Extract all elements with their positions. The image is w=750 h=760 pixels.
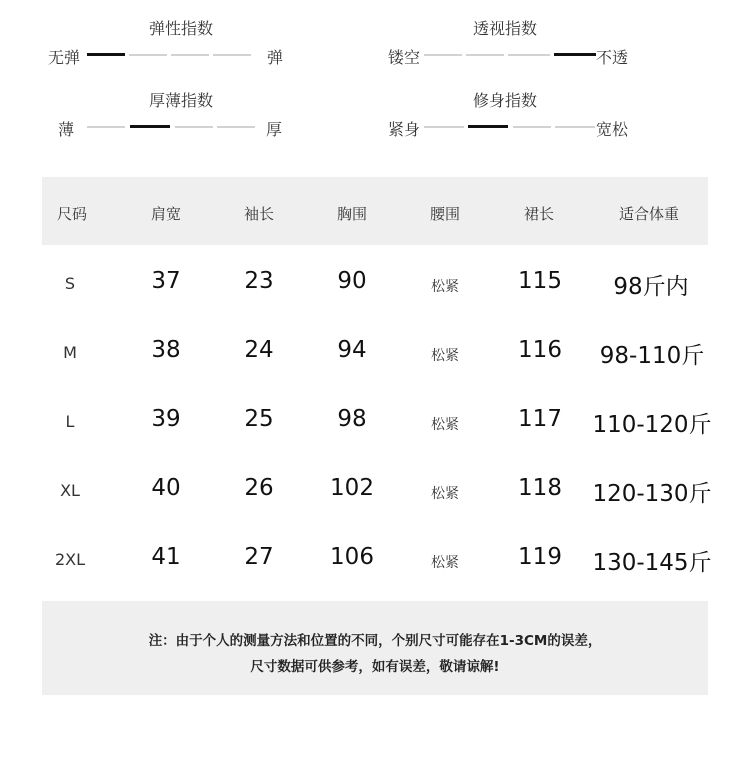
thickness-segment-1 [87,126,125,128]
table-row [0,264,750,304]
size-cell: L [65,412,75,431]
shoulder-cell: 37 [151,268,181,294]
weight-cell: 110-120斤 [592,412,712,438]
transparency-left-label: 镂空 [388,48,421,67]
weight-cell: 120-130斤 [592,481,712,507]
transparency-title: 透视指数 [473,19,538,38]
transparency-segment-3 [508,54,550,56]
sleeve-cell: 25 [244,406,274,432]
waist-cell: 松紧 [431,417,459,433]
chest-cell: 106 [330,544,374,570]
waist-cell: 松紧 [431,279,459,295]
table-row [0,471,750,511]
length-cell: 119 [518,544,562,570]
transparency-right-label: 不透 [596,48,629,67]
chest-cell: 94 [337,337,367,363]
fit-left-label: 紧身 [388,120,421,139]
thickness-title: 厚薄指数 [149,91,214,110]
measurement-note [42,601,708,695]
waist-cell: 松紧 [431,486,459,502]
sleeve-cell: 27 [244,544,274,570]
size-cell: M [63,343,77,362]
header-waist: 腰围 [429,205,461,223]
fit-title: 修身指数 [473,91,538,110]
elasticity-segment-2 [129,54,167,56]
elasticity-segment-3 [171,54,209,56]
length-cell: 117 [518,406,562,432]
size-cell: S [64,274,76,293]
weight-cell: 98-110斤 [599,343,705,369]
sleeve-cell: 23 [244,268,274,294]
thickness-segment-4 [217,126,255,128]
fit-right-label: 宽松 [596,120,629,139]
length-cell: 118 [518,475,562,501]
sleeve-cell: 24 [244,337,274,363]
waist-cell: 松紧 [431,555,459,571]
thickness-left-label: 薄 [58,120,75,139]
fit-segment-4 [555,126,595,128]
size-table-header-labels [0,177,750,245]
table-row [0,540,750,580]
shoulder-cell: 38 [151,337,181,363]
header-weight: 适合体重 [618,205,680,223]
sleeve-cell: 26 [244,475,274,501]
elasticity-right-label: 弹 [267,48,284,67]
chest-cell: 90 [337,268,367,294]
thickness-right-label: 厚 [266,120,283,139]
transparency-segment-4 [554,53,596,56]
elasticity-title: 弹性指数 [149,19,214,38]
length-cell: 115 [518,268,562,294]
elasticity-segment-1 [87,53,125,56]
shoulder-cell: 39 [151,406,181,432]
transparency-segment-1 [424,54,462,56]
table-row [0,402,750,442]
fit-segment-2 [468,125,508,128]
length-cell: 116 [518,337,562,363]
waist-cell: 松紧 [431,348,459,364]
fit-segment-3 [513,126,551,128]
thickness-segment-3 [175,126,213,128]
note-line-1: 注：由于个人的测量方法和位置的不同，个别尺寸可能存在1-3CM的误差， [148,633,602,649]
chest-cell: 98 [337,406,367,432]
size-cell: XL [60,481,80,500]
shoulder-cell: 41 [151,544,181,570]
elasticity-segment-4 [213,54,251,56]
fit-segment-1 [424,126,464,128]
header-length: 裙长 [523,205,555,223]
table-row [0,333,750,373]
note-line-2: 尺寸数据可供参考，如有误差，敬请谅解! [250,659,500,675]
header-size: 尺码 [56,205,88,223]
header-chest: 胸围 [336,205,368,223]
weight-cell: 98斤内 [613,274,689,300]
thickness-segment-2 [130,125,170,128]
size-cell: 2XL [54,550,86,569]
header-shoulder: 肩宽 [150,205,182,223]
weight-cell: 130-145斤 [592,550,712,576]
header-sleeve: 袖长 [243,205,275,223]
elasticity-left-label: 无弹 [48,48,81,67]
shoulder-cell: 40 [151,475,181,501]
transparency-segment-2 [466,54,504,56]
chest-cell: 102 [330,475,374,501]
